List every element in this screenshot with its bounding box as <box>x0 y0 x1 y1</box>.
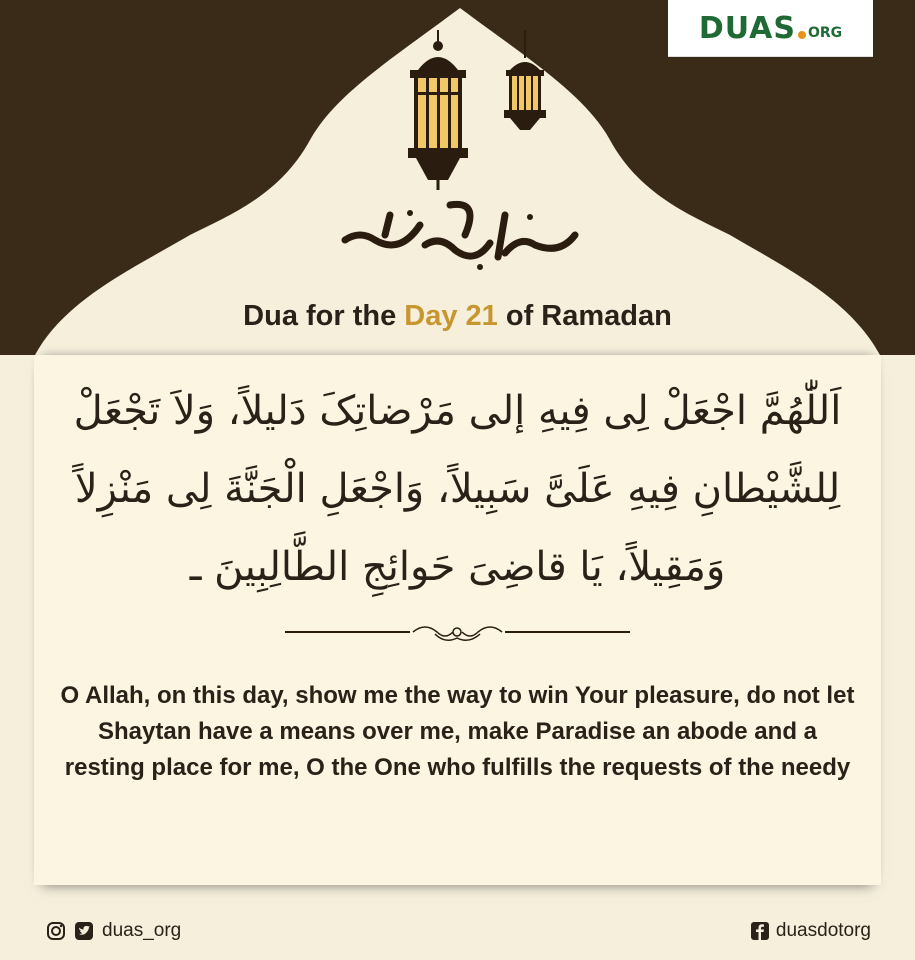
facebook-icon[interactable] <box>750 921 770 941</box>
twitter-icon[interactable] <box>74 921 94 941</box>
page-title <box>0 300 915 333</box>
english-translation: O Allah, on this day, show me the way to win Your pleasure, do not let Shaytan have a means over me, make Paradise an abode and a resting place for me, O the One who fulfills the requests of the needy <box>60 682 855 781</box>
lantern-icon <box>390 30 570 200</box>
logo-dot-icon <box>798 31 806 39</box>
left-handle[interactable]: duas_org <box>102 920 182 941</box>
instagram-icon[interactable] <box>46 921 66 941</box>
title-day: Day 21 <box>404 300 498 332</box>
right-handle[interactable]: duasdotorg <box>775 920 871 941</box>
social-right[interactable] <box>750 920 871 942</box>
ramadan-kareem-calligraphy <box>330 195 590 275</box>
title-suffix: of Ramadan <box>497 300 672 332</box>
title-prefix: Dua for the <box>243 300 405 332</box>
arabic-dua-text: اَللّٰهُمَّ اجْعَلْ لِی فِیهِ إلی مَرْضاتِکَ دَلیلاً، وَلاَ تَجْعَلْ لِلشَّیْطانِ فِیهِ عَلَیَّ سَبِیلاً، وَاجْعَلِ الْجَنَّةَ لِی مَنْزِلاً وَمَقِیلاً، یَا قاضِیَ حَوائِجِ الطَّالِبِینَ ـ <box>73 388 842 590</box>
duas-logo[interactable] <box>668 0 873 57</box>
logo-text: DUAS <box>698 10 796 46</box>
ornament-divider-icon <box>285 612 630 652</box>
logo-subtext: ORG <box>807 25 843 41</box>
social-left[interactable] <box>46 920 181 942</box>
